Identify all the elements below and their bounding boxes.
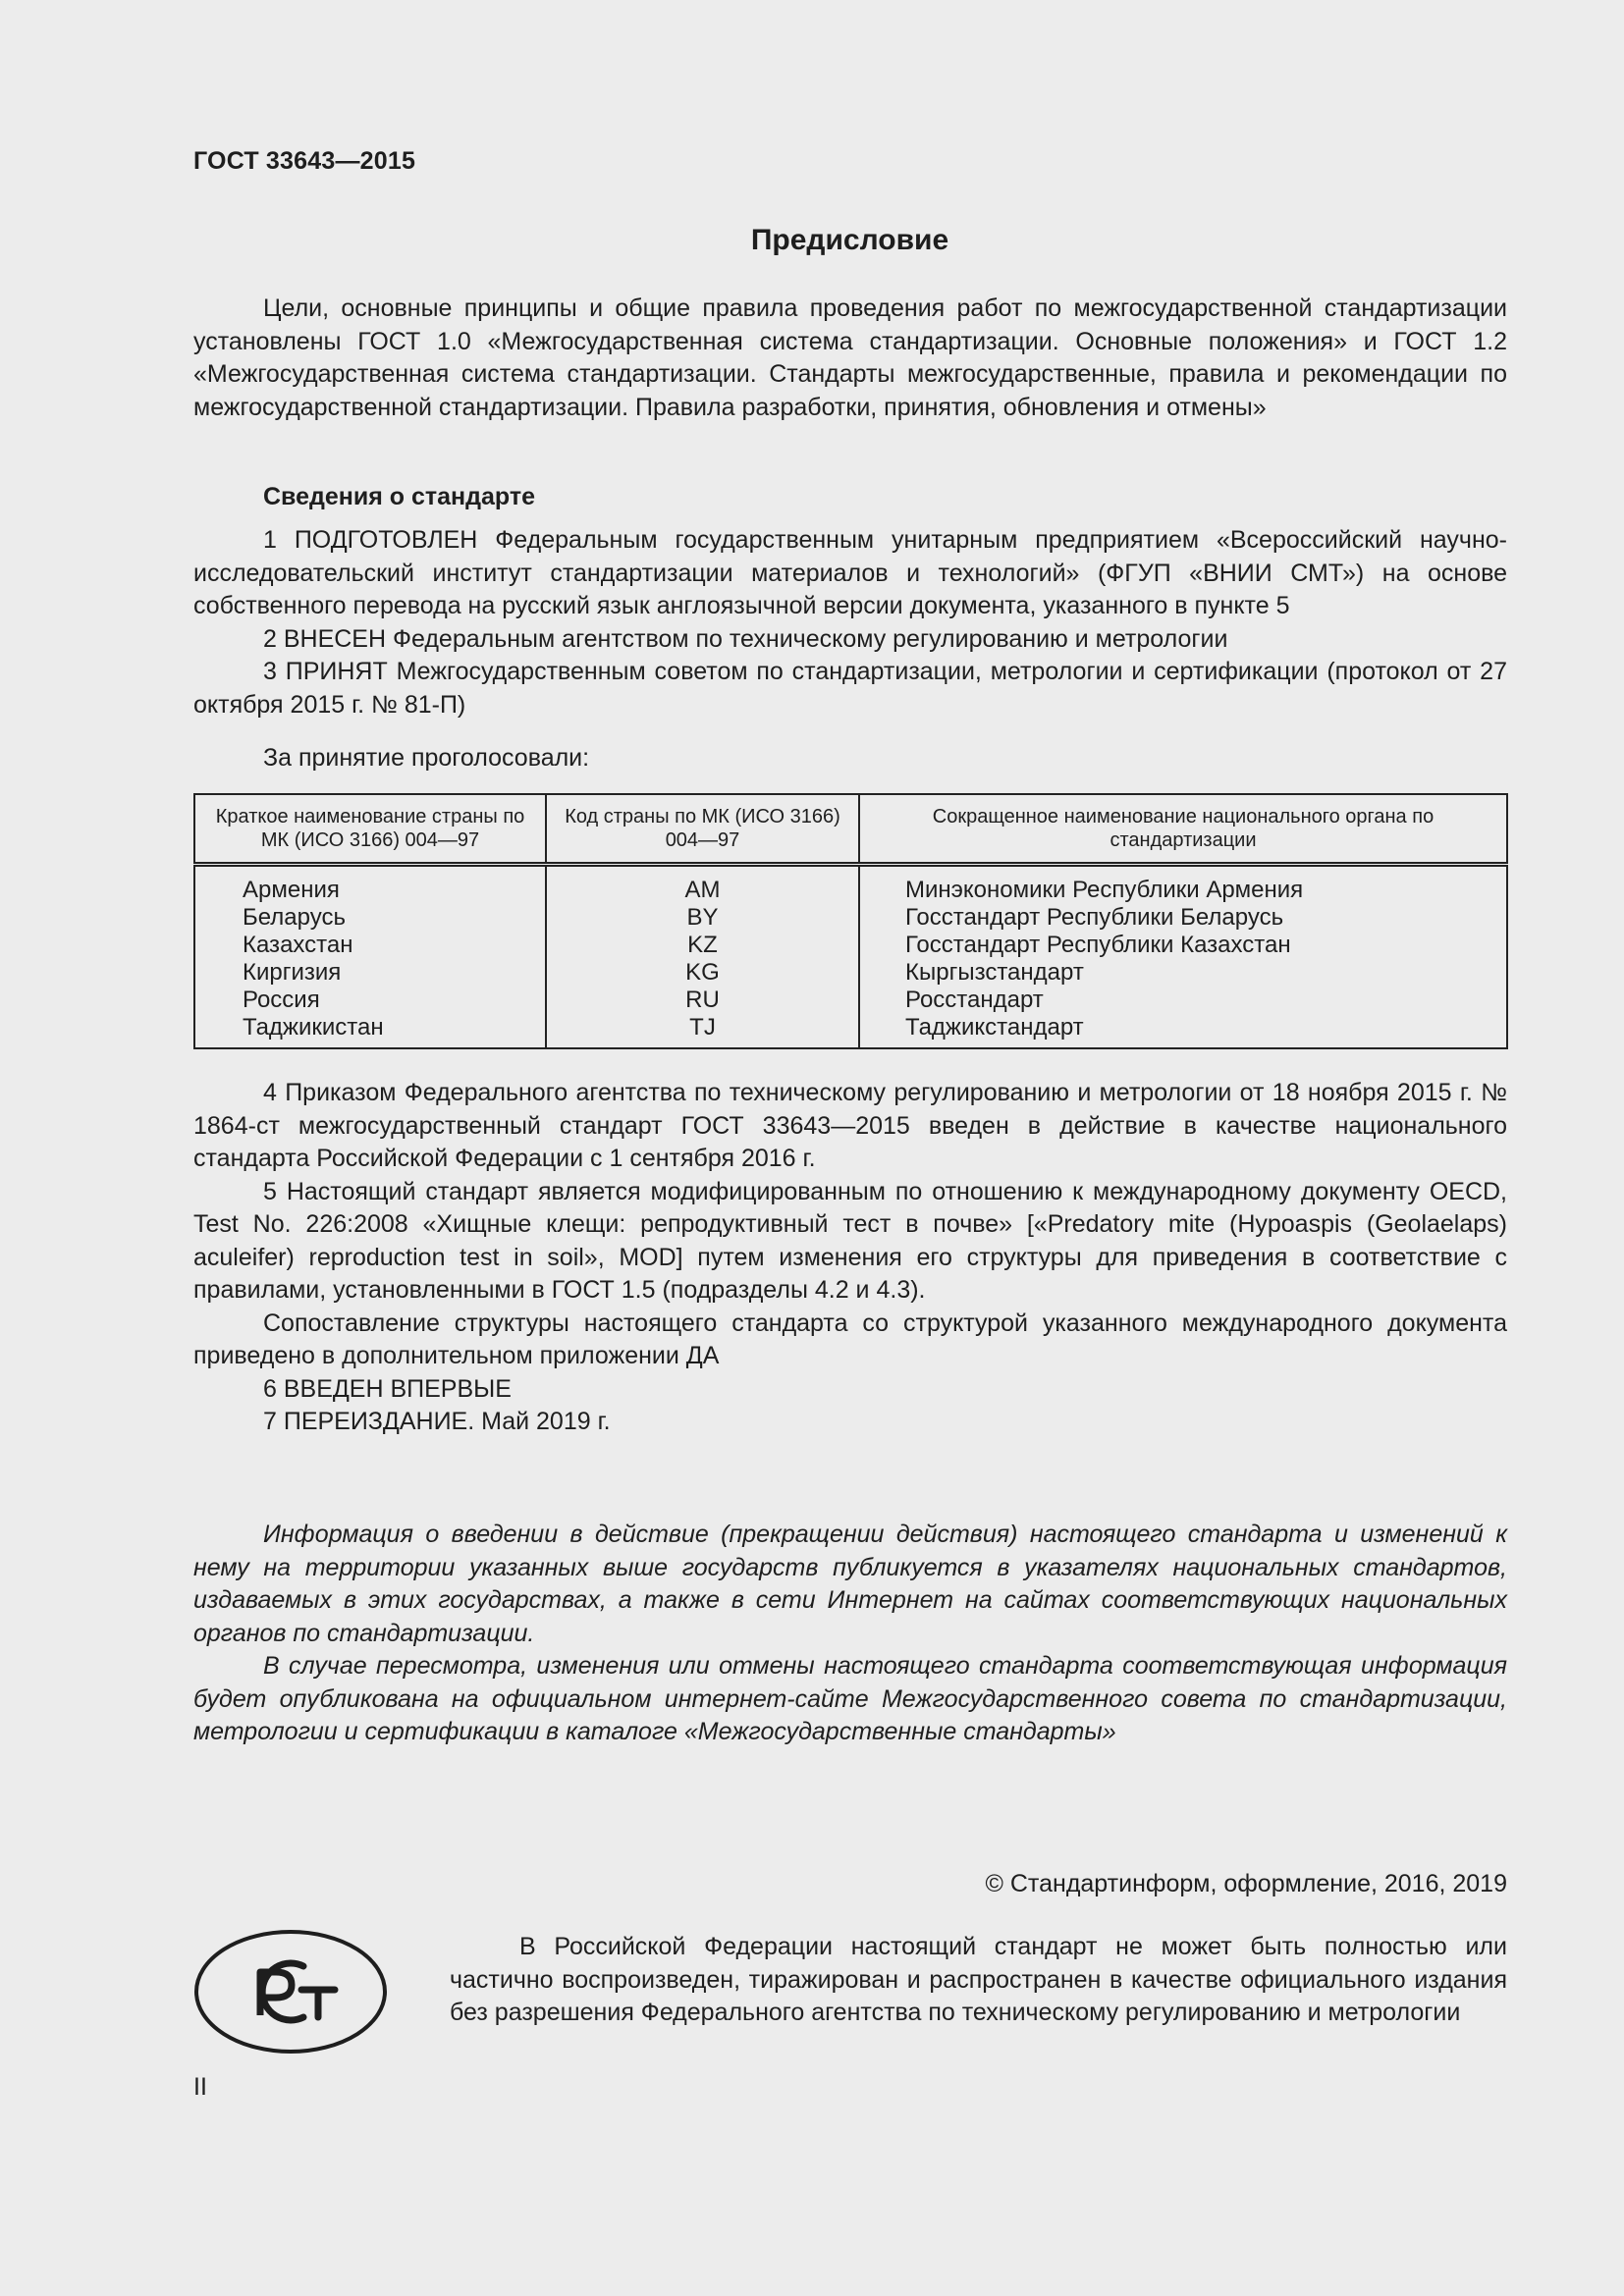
- national-body: Кыргызстандарт: [859, 959, 1507, 987]
- country-name: Беларусь: [194, 904, 546, 932]
- national-body: Госстандарт Республики Казахстан: [859, 932, 1507, 959]
- national-body: Минэкономики Республики Армения: [859, 865, 1507, 905]
- national-body: Росстандарт: [859, 987, 1507, 1014]
- italic-info-paragraph-2: В случае пересмотра, изменения или отмены настоящего стандарта соответствующая информация будет опубликована на официальном интернет-сайте Межгосударственного совета по стандартизации, метрологии и сертификации в каталоге «Межгосударственные стандарты»: [193, 1652, 1507, 1745]
- items-block-1: [193, 524, 1507, 721]
- item-6-first-introduced: 6 ВВЕДЕН ВПЕРВЫЕ: [263, 1374, 512, 1403]
- item-5-comparison: Сопоставление структуры настоящего стандарта со структурой указанного международного документа приведено в дополнительном приложении ДА: [193, 1308, 1507, 1369]
- item-5-modified: 5 Настоящий стандарт является модифицированным по отношению к международному документу OECD, Test No. 226:2008 «Хищные клещи: репродуктивный тест в почве» [«Predatory mite (Hypoaspis (Geolaelaps) aculeifer) reproduction test in soil», MOD] путем изменения его структуры для приведения в соответствие с правилами, установленными в ГОСТ 1.5 (подразделы 4.2 и 4.3).: [193, 1177, 1507, 1304]
- page-number: II: [193, 2073, 207, 2101]
- table-row: [194, 959, 1507, 987]
- country-name: Киргизия: [194, 959, 546, 987]
- table-row: [194, 932, 1507, 959]
- national-body: Таджикстандарт: [859, 1014, 1507, 1048]
- standard-info-heading: Сведения о стандарте: [263, 483, 536, 510]
- country-name: Таджикистан: [194, 1014, 546, 1048]
- country-name: Россия: [194, 987, 546, 1014]
- item-3-adopted: 3 ПРИНЯТ Межгосударственным советом по стандартизации, метрологии и сертификации (протокол от 27 октября 2015 г. № 81-П): [193, 658, 1507, 719]
- voting-countries-table: [193, 793, 1508, 1049]
- rst-certification-logo: [193, 1929, 388, 2055]
- country-name: Армения: [194, 865, 546, 905]
- copyright-notice-block: [450, 1931, 1507, 2030]
- country-code: KG: [546, 959, 859, 987]
- table-row: [194, 904, 1507, 932]
- country-name: Казахстан: [194, 932, 546, 959]
- country-code: KZ: [546, 932, 859, 959]
- table-row: [194, 1014, 1507, 1048]
- items-block-2: [193, 1077, 1507, 1439]
- intro-paragraph: Цели, основные принципы и общие правила проведения работ по межгосударственной стандартизации установлены ГОСТ 1.0 «Межгосударственная система стандартизации. Основные положения» и ГОСТ 1.2 «Межгосударственная система стандартизации. Стандарты межгосударственные, правила и рекомендации по межгосударственной стандартизации. Правила разработки, принятия, обновления и отмены»: [193, 294, 1507, 421]
- copyright-line: © Стандартинформ, оформление, 2016, 2019: [985, 1870, 1507, 1897]
- voted-label-block: [193, 742, 1507, 775]
- copyright-block: [193, 1868, 1507, 1901]
- country-code: AM: [546, 865, 859, 905]
- voted-label: За принятие проголосовали:: [263, 744, 590, 772]
- copyright-notice: В Российской Федерации настоящий стандарт не может быть полностью или частично воспроизведен, тиражирован и распространен в качестве официального издания без разрешения Федерального агентства по техническому регулированию и метрологии: [450, 1933, 1507, 2026]
- item-2-introduced: 2 ВНЕСЕН Федеральным агентством по техническому регулированию и метрологии: [263, 624, 1228, 653]
- header-national-body: Сокращенное наименование национального органа по стандартизации: [859, 794, 1507, 865]
- item-1-prepared: 1 ПОДГОТОВЛЕН Федеральным государственным унитарным предприятием «Всероссийский научно-исследовательский институт стандартизации материалов и технологий» (ФГУП «ВНИИ СМТ») на основе собственного перевода на русский язык англоязычной версии документа, указанного в пункте 5: [193, 526, 1507, 619]
- item-7-reissue: 7 ПЕРЕИЗДАНИЕ. Май 2019 г.: [263, 1408, 611, 1435]
- header-country-code: Код страны по МК (ИСО 3166) 004—97: [546, 794, 859, 865]
- italic-info-block: [193, 1519, 1507, 1749]
- country-code: TJ: [546, 1014, 859, 1048]
- table-header-row: [194, 794, 1507, 865]
- country-code: BY: [546, 904, 859, 932]
- table-row: [194, 987, 1507, 1014]
- italic-info-paragraph-1: Информация о введении в действие (прекращении действия) настоящего стандарта и изменений к нему на территории указанных выше государств публикуется в указателях национальных стандартов, издаваемых в этих государствах, а также в сети Интернет на сайтах соответствующих национальных органов по стандартизации.: [193, 1521, 1507, 1647]
- national-body: Госстандарт Республики Беларусь: [859, 904, 1507, 932]
- table-row: [194, 865, 1507, 905]
- header-country-name: Краткое наименование страны по МК (ИСО 3166) 004—97: [194, 794, 546, 865]
- item-4-order: 4 Приказом Федерального агентства по техническому регулированию и метрологии от 18 ноября 2015 г. № 1864-ст межгосударственный стандарт ГОСТ 33643—2015 введен в действие в качестве национального стандарта Российской Федерации с 1 сентября 2016 г.: [193, 1079, 1507, 1172]
- intro-block: [193, 293, 1507, 424]
- standard-info-block: [193, 481, 1507, 514]
- document-code-header: ГОСТ 33643—2015: [193, 147, 416, 175]
- page-title: Предисловие: [750, 224, 949, 256]
- country-code: RU: [546, 987, 859, 1014]
